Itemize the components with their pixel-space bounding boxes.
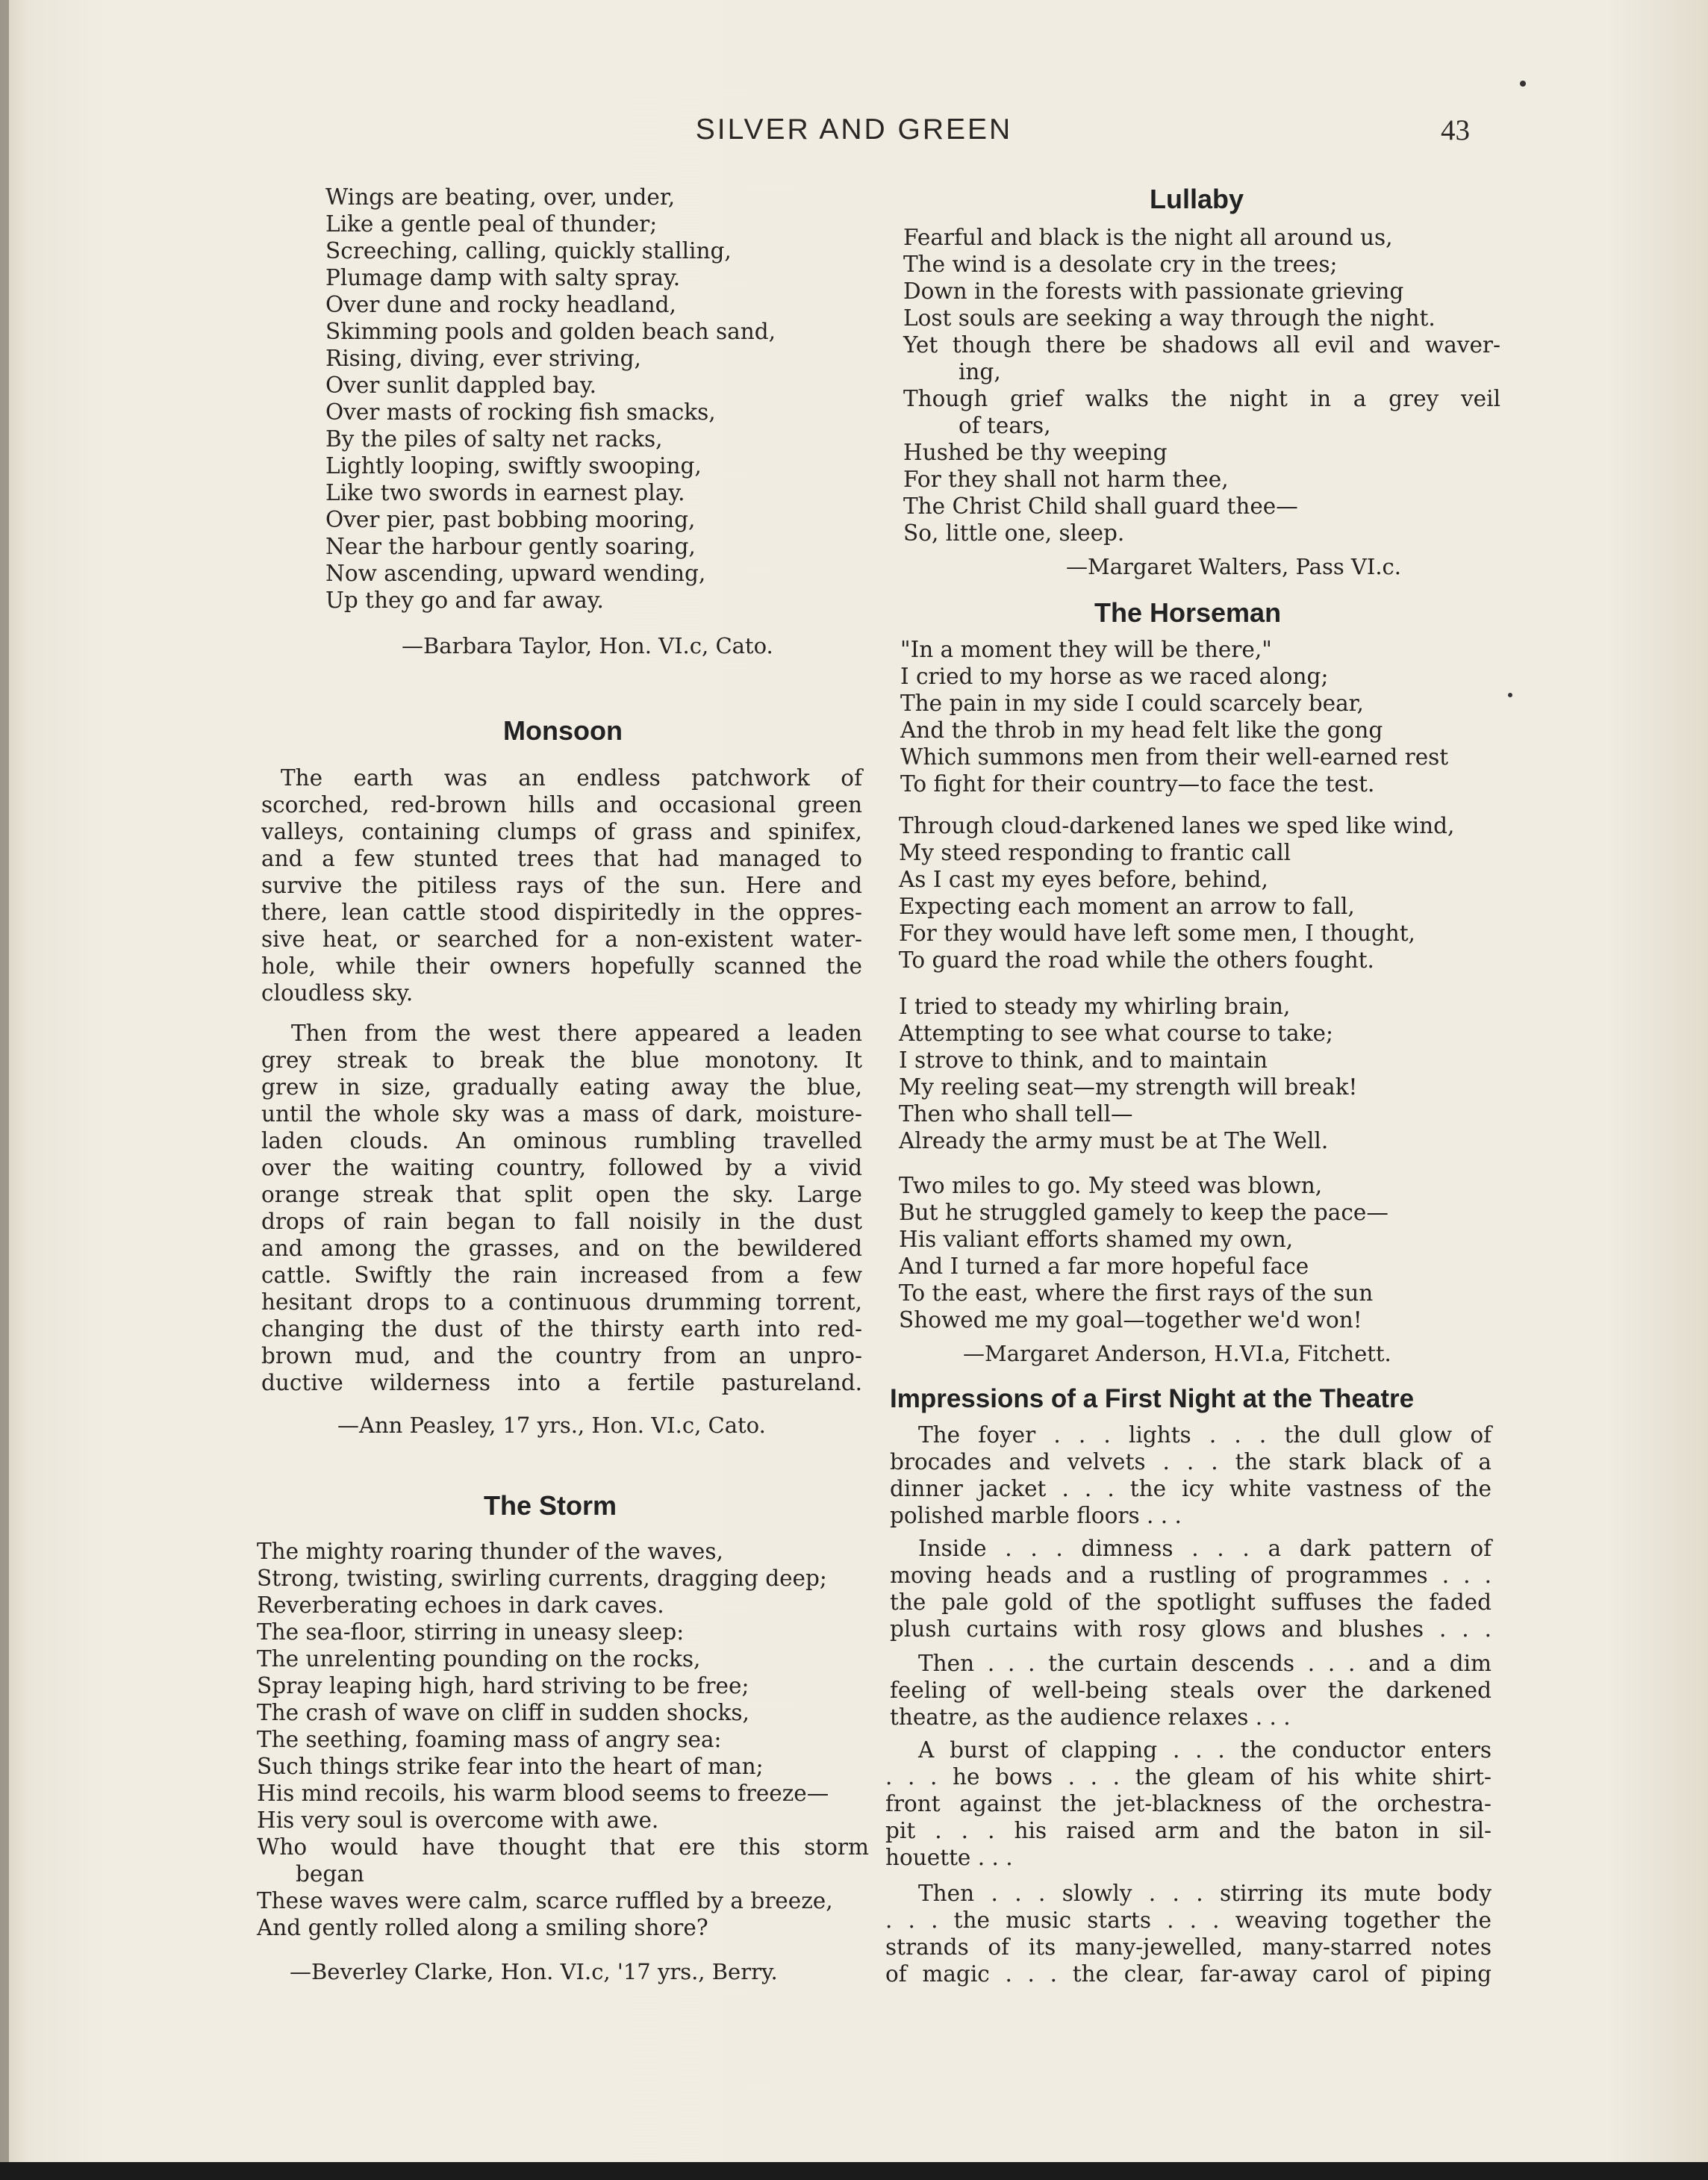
poem-lines: [325, 184, 788, 614]
poem-line: Which summons men from their well-earned rest: [900, 744, 1449, 770]
prose-line: and among the grasses, and on the bewildered: [261, 1236, 862, 1261]
poem-line: Down in the forests with passionate grieving: [903, 278, 1404, 304]
scan-border: [0, 2162, 1708, 2180]
horseman-stanza-1: [900, 636, 1505, 797]
poem-line: The pain in my side I could scarcely bear,: [900, 691, 1364, 716]
prose-line: The earth was an endless patchwork of: [281, 765, 862, 791]
poem-line: of tears,: [959, 413, 1051, 438]
poem-line: My reeling seat—my strength will break!: [899, 1074, 1358, 1100]
running-header: SILVER AND GREEN: [695, 113, 1013, 146]
poem-line: Screeching, calling, quickly stalling,: [325, 238, 732, 264]
poem-line: His very soul is overcome with awe.: [257, 1807, 659, 1833]
prose-line: orange streak that split open the sky. Large: [261, 1182, 862, 1207]
prose-line: brown mud, and the country from an unpro-: [261, 1343, 862, 1368]
prose-line: pit . . . his raised arm and the baton in sil-: [885, 1818, 1492, 1843]
poem-line: By the piles of salty net racks,: [325, 426, 663, 452]
prose-line: over the waiting country, followed by a vivid: [261, 1155, 862, 1180]
poem-line: "In a moment they will be there,": [900, 637, 1272, 662]
poem-line: For they shall not harm thee,: [903, 467, 1229, 492]
poem-line: For they would have left some men, I thought,: [899, 921, 1415, 946]
poem-line: So, little one, sleep.: [903, 520, 1125, 546]
poem-line: Skimming pools and golden beach sand,: [325, 319, 776, 344]
monsoon-paragraph-2: [261, 1020, 862, 1396]
prose-line: changing the dust of the thirsty earth into red-: [261, 1316, 862, 1342]
lullaby-poem: [903, 224, 1500, 546]
prose-line: there, lean cattle stood dispiritedly in the oppres-: [261, 900, 862, 925]
poem-line: Rising, diving, ever striving,: [325, 346, 641, 371]
poem-line: The Christ Child shall guard thee—: [903, 493, 1298, 519]
ink-speck: [1508, 693, 1512, 697]
poem-line: Strong, twisting, swirling currents, dragging deep;: [257, 1566, 827, 1591]
monsoon-title: Monsoon: [503, 715, 623, 746]
poem-line: His valiant efforts shamed my own,: [899, 1227, 1294, 1252]
poem-line: Reverberating echoes in dark caves.: [257, 1592, 664, 1618]
poem-line: began: [296, 1861, 364, 1887]
poem-line: Plumage damp with salty spray.: [325, 265, 681, 290]
prose-line: cattle. Swiftly the rain increased from a few: [261, 1262, 862, 1288]
poem-line: Hushed be thy weeping: [903, 440, 1168, 465]
prose-line: The foyer . . . lights . . . the dull glow of: [918, 1422, 1492, 1448]
prose-line: Then . . . the curtain descends . . . and a dim: [918, 1651, 1492, 1676]
poem-signature: —Barbara Taylor, Hon. VI.c, Cato.: [402, 633, 773, 658]
horseman-stanza-2: [899, 812, 1503, 974]
poem-line: To guard the road while the others fought.: [899, 947, 1374, 973]
prose-line: laden clouds. An ominous rumbling travelled: [261, 1128, 862, 1153]
poem-line: But he struggled gamely to keep the pace—: [899, 1200, 1388, 1225]
prose-line: grey streak to break the blue monotony. It: [261, 1047, 862, 1073]
monsoon-paragraph-1: [261, 764, 862, 1006]
prose-line: hole, while their owners hopefully scanned the: [261, 953, 862, 979]
monsoon-signature: —Ann Peasley, 17 yrs., Hon. VI.c, Cato.: [337, 1413, 766, 1438]
prose-line: A burst of clapping . . . the conductor enters: [918, 1737, 1492, 1763]
poem-line: And the throb in my head felt like the gong: [900, 717, 1383, 743]
poem-line: The seething, foaming mass of angry sea:: [257, 1727, 722, 1752]
poem-line: As I cast my eyes before, behind,: [899, 867, 1268, 892]
impressions-paragraph-4: [885, 1737, 1492, 1871]
poem-line: Near the harbour gently soaring,: [325, 534, 696, 559]
poem-line: Spray leaping high, hard striving to be free;: [257, 1673, 749, 1698]
poem-line: Fearful and black is the night all around us,: [903, 225, 1393, 250]
binding-edge: [0, 0, 9, 2180]
poem-line: Through cloud-darkened lanes we sped like wind,: [899, 813, 1455, 838]
prose-line: . . . he bows . . . the gleam of his white shirt-: [885, 1764, 1492, 1790]
prose-line: survive the pitiless rays of the sun. Here and: [261, 873, 862, 898]
lullaby-signature: —Margaret Walters, Pass VI.c.: [1066, 554, 1402, 579]
prose-line: of magic . . . the clear, far-away carol of piping: [885, 1961, 1492, 1987]
impressions-title: Impressions of a First Night at the Theatre: [890, 1384, 1415, 1413]
poem-line: Lost souls are seeking a way through the night.: [903, 305, 1436, 331]
poem-line: I strove to think, and to maintain: [899, 1047, 1268, 1073]
prose-line: houette . . .: [885, 1845, 1013, 1870]
prose-line: valleys, containing clumps of grass and spinifex,: [261, 819, 862, 844]
prose-line: cloudless sky.: [261, 980, 414, 1006]
horseman-title: The Horseman: [1094, 597, 1282, 628]
poem-line: Over pier, past bobbing mooring,: [325, 507, 696, 532]
poem-line: Like a gentle peal of thunder;: [325, 211, 658, 237]
prose-line: the pale gold of the spotlight suffuses the faded: [890, 1589, 1492, 1615]
poem-line: His mind recoils, his warm blood seems to freeze—: [257, 1781, 829, 1806]
poem-line: Over dune and rocky headland,: [325, 292, 676, 317]
prose-line: drops of rain began to fall noisily in the dust: [261, 1209, 862, 1234]
poem-line: Like two swords in earnest play.: [325, 480, 685, 505]
ink-speck: [1520, 81, 1526, 87]
poem-line: ing,: [959, 359, 1001, 384]
poem-line: Expecting each moment an arrow to fall,: [899, 894, 1355, 919]
impressions-paragraph-3: [890, 1650, 1492, 1731]
poem-line: These waves were calm, scarce ruffled by a breeze,: [257, 1888, 833, 1913]
storm-title: The Storm: [484, 1490, 617, 1521]
poem-line: Though grief walks the night in a grey veil: [903, 386, 1500, 411]
storm-signature: —Beverley Clarke, Hon. VI.c, '17 yrs., Berry.: [290, 1959, 778, 1984]
horseman-stanza-4: [899, 1172, 1503, 1333]
poem-line: Showed me my goal—together we'd won!: [899, 1307, 1362, 1333]
horseman-signature: —Margaret Anderson, H.VI.a, Fitchett.: [963, 1341, 1391, 1366]
prose-line: grew in size, gradually eating away the blue,: [261, 1074, 862, 1100]
poem-continued: [325, 184, 788, 614]
prose-line: brocades and velvets . . . the stark black of a: [890, 1449, 1492, 1474]
poem-line: The mighty roaring thunder of the waves,: [257, 1539, 723, 1564]
poem-line: To fight for their country—to face the test.: [900, 771, 1375, 797]
poem-line: Already the army must be at The Well.: [899, 1128, 1329, 1153]
impressions-paragraph-2: [890, 1535, 1492, 1642]
prose-line: feeling of well-being steals over the darkened: [890, 1678, 1492, 1703]
prose-line: polished marble floors . . .: [890, 1503, 1182, 1528]
poem-line: My steed responding to frantic call: [899, 840, 1291, 865]
impressions-paragraph-1: [890, 1421, 1492, 1529]
storm-poem: [257, 1538, 869, 1941]
prose-line: sive heat, or searched for a non-existent water-: [261, 926, 862, 952]
poem-line: Attempting to see what course to take;: [899, 1021, 1333, 1046]
poem-line: I cried to my horse as we raced along;: [900, 664, 1329, 689]
poem-line: Then who shall tell—: [899, 1101, 1133, 1127]
prose-line: Then . . . slowly . . . stirring its mute body: [918, 1881, 1492, 1906]
prose-line: until the whole sky was a mass of dark, moisture-: [261, 1101, 862, 1127]
prose-line: strands of its many-jewelled, many-starred notes: [885, 1934, 1492, 1960]
prose-line: front against the jet-blackness of the orchestra-: [885, 1791, 1492, 1816]
poem-line: Over masts of rocking fish smacks,: [325, 399, 716, 425]
prose-line: and a few stunted trees that had managed to: [261, 846, 862, 871]
poem-line: To the east, where the first rays of the sun: [899, 1280, 1374, 1306]
impressions-paragraph-5: [885, 1880, 1492, 1987]
poem-line: Two miles to go. My steed was blown,: [899, 1173, 1323, 1198]
prose-line: . . . the music starts . . . weaving together the: [885, 1908, 1492, 1933]
poem-line: The wind is a desolate cry in the trees;: [903, 252, 1338, 277]
poem-line: Now ascending, upward wending,: [325, 561, 706, 586]
poem-line: Lightly looping, swiftly swooping,: [325, 453, 702, 479]
poem-line: Who would have thought that ere this storm: [257, 1834, 869, 1860]
poem-line: Over sunlit dappled bay.: [325, 373, 597, 398]
poem-line: And I turned a far more hopeful face: [899, 1254, 1309, 1279]
poem-line: The unrelenting pounding on the rocks,: [257, 1646, 701, 1672]
prose-line: moving heads and a rustling of programmes . . .: [890, 1563, 1492, 1588]
poem-line: The crash of wave on cliff in sudden shocks,: [257, 1700, 749, 1725]
page-number: 43: [1441, 114, 1470, 146]
prose-line: ductive wilderness into a fertile pastureland.: [261, 1370, 862, 1395]
prose-line: scorched, red-brown hills and occasional green: [261, 792, 862, 818]
prose-line: dinner jacket . . . the icy white vastness of the: [890, 1476, 1492, 1501]
poem-line: Up they go and far away.: [325, 588, 604, 613]
poem-line: Wings are beating, over, under,: [325, 184, 676, 210]
poem-line: The sea-floor, stirring in uneasy sleep:: [257, 1619, 685, 1645]
prose-line: theatre, as the audience relaxes . . .: [890, 1704, 1291, 1730]
poem-line: I tried to steady my whirling brain,: [899, 994, 1291, 1019]
prose-line: hesitant drops to a continuous drumming torrent,: [261, 1289, 862, 1315]
poem-line: Such things strike fear into the heart of man;: [257, 1754, 764, 1779]
poem-line: Yet though there be shadows all evil and waver-: [903, 332, 1500, 358]
lullaby-title: Lullaby: [1150, 184, 1244, 214]
prose-line: plush curtains with rosy glows and blushes . . .: [890, 1616, 1492, 1642]
horseman-stanza-3: [899, 993, 1503, 1154]
poem-line: And gently rolled along a smiling shore?: [257, 1915, 708, 1940]
prose-line: Inside . . . dimness . . . a dark pattern of: [918, 1536, 1492, 1561]
prose-line: Then from the west there appeared a leaden: [291, 1021, 862, 1046]
